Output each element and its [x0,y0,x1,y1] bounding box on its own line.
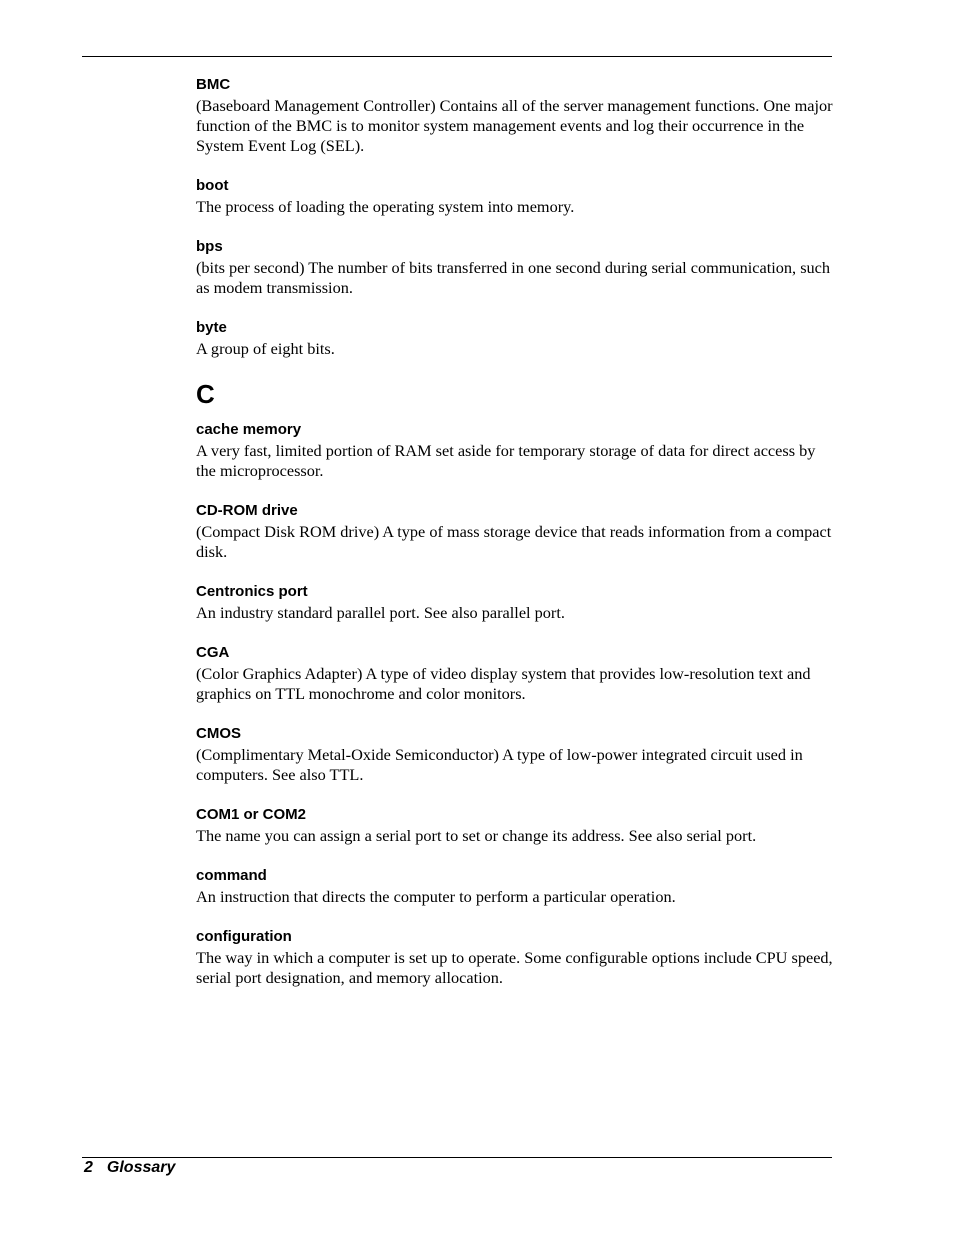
glossary-entry [196,75,836,156]
glossary-definition: (Complimentary Metal-Oxide Semiconductor) A type of low-power integrated circuit used in computers. See also TTL. [196,745,803,784]
glossary-term: COM1 or COM2 [196,806,307,823]
footer-page-number: 2 [84,1159,93,1176]
glossary-definition: (Color Graphics Adapter) A type of video display system that provides low-resolution text and graphics on TTL monochrome and color monitors. [196,664,811,703]
glossary-entry [196,501,836,562]
entry-group-c [196,420,836,988]
glossary-entry [196,237,836,298]
glossary-term: boot [196,177,229,194]
glossary-entry [196,420,836,481]
glossary-entry [196,927,836,988]
glossary-term: CMOS [196,725,241,742]
glossary-term: configuration [196,928,292,945]
glossary-definition: (Compact Disk ROM drive) A type of mass storage device that reads information from a compact disk. [196,522,832,561]
header-rule [82,56,832,57]
glossary-term: CGA [196,644,230,661]
glossary-definition: A very fast, limited portion of RAM set aside for temporary storage of data for direct access by the microprocessor. [196,441,816,480]
section-letter-heading: C [196,379,215,409]
glossary-definition: A group of eight bits. [196,339,335,358]
glossary-term: Centronics port [196,583,308,600]
glossary-definition: The name you can assign a serial port to set or change its address. See also serial port. [196,826,757,845]
glossary-definition: An instruction that directs the computer to perform a particular operation. [196,887,676,906]
entry-group-b [196,75,836,359]
glossary-term: CD-ROM drive [196,502,298,519]
glossary-definition: The way in which a computer is set up to operate. Some configurable options include CPU speed, serial port designation, and memory allocation. [196,948,833,987]
footer-title: Glossary [106,1159,176,1176]
footer-rule [82,1157,832,1158]
glossary-entry [196,724,836,785]
glossary-entry [196,318,836,359]
glossary-term: BMC [196,76,231,93]
glossary-term: cache memory [196,421,302,438]
glossary-entry [196,176,836,217]
glossary-entry [196,866,836,907]
glossary-content [196,75,836,1008]
glossary-term: command [196,867,267,884]
glossary-term: bps [196,238,223,255]
glossary-definition: (bits per second) The number of bits transferred in one second during serial communication, such as modem transmission. [196,258,831,297]
glossary-entry [196,582,836,623]
glossary-entry [196,643,836,704]
glossary-definition: (Baseboard Management Controller) Contains all of the server management functions. One major function of the BMC is to monitor system management events and log their occurrence in the System Event Log (SEL). [196,96,833,155]
glossary-entry [196,805,836,846]
page-footer [84,1158,175,1178]
glossary-definition: An industry standard parallel port. See also parallel port. [196,603,565,622]
glossary-term: byte [196,319,227,336]
glossary-definition: The process of loading the operating system into memory. [196,197,575,216]
